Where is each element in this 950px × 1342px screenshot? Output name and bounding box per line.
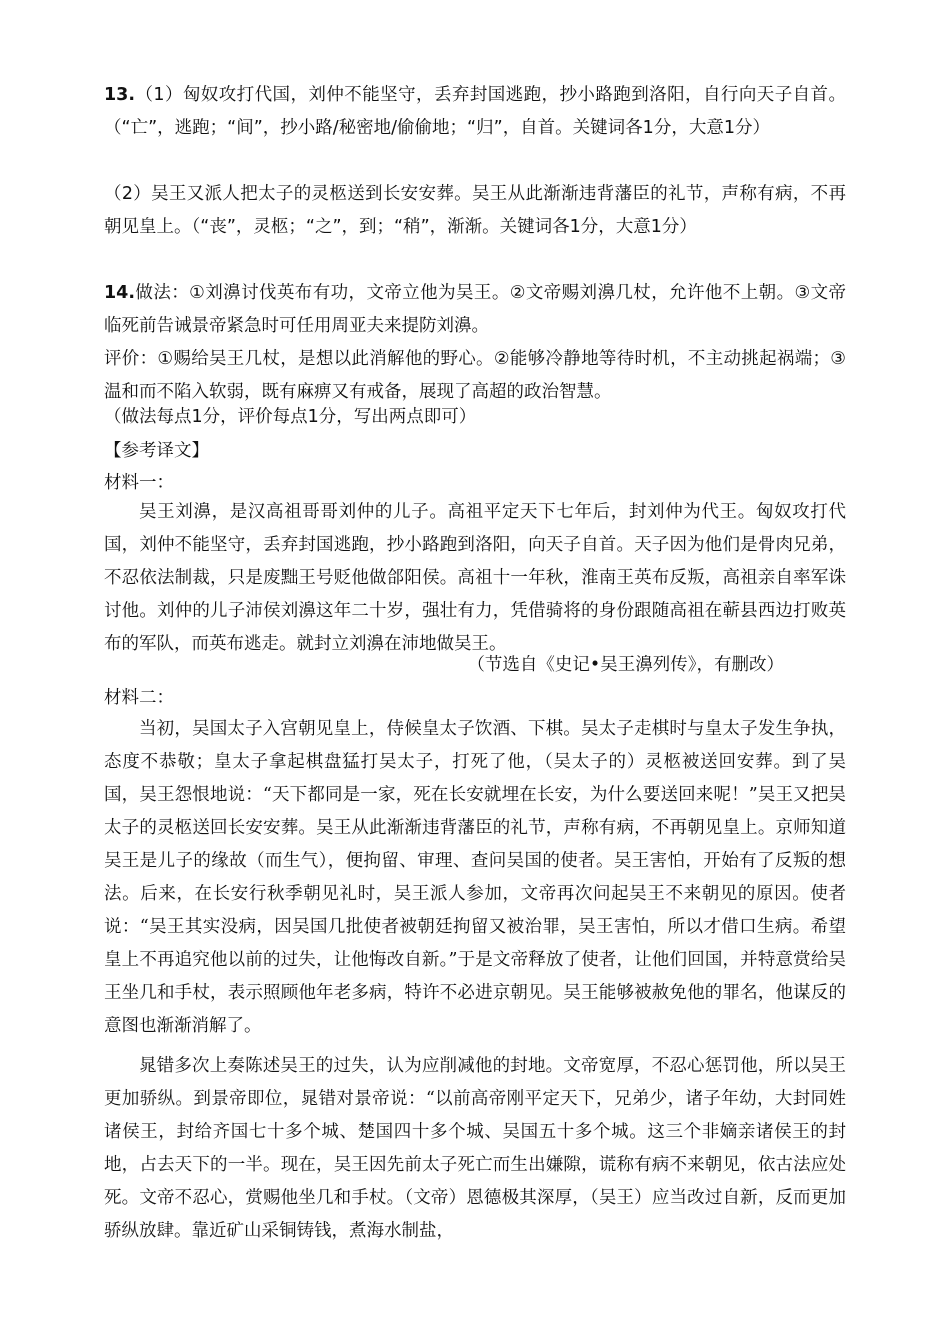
material1-text: 吴王刘濞，是汉高祖哥哥刘仲的儿子。高祖平定天下七年后，封刘仲为代王。匈奴攻打代国，刘仲不能坚守，丢弃封国逃跑，抄小路跑到洛阳，向天子自首。天子因为他们是骨肉兄弟，不忍依法制裁，只是废黜王号贬他做郃阳侯。高祖十一年秋，淮南王英布反叛，高祖亲自率军诛讨他。刘仲的儿子沛侯刘濞这年二十岁，强壮有力，凭借骑将的身份跟随高祖在蕲县西边打败英布的军队，而英布逃走。就封立刘濞在沛地做吴王。 bbox=[104, 502, 846, 654]
q14-method-text: 做法：①刘濞讨伐英布有功，文帝立他为吴王。②文帝赐刘濞几杖，允许他不上朝。③文帝临死前告诫景帝紧急时可任用周亚夫来提防刘濞。 bbox=[104, 283, 846, 336]
q13-part2: （2）吴王又派人把太子的灵柩送到长安安葬。吴王从此渐渐违背藩臣的礼节，声称有病，不再朝见皇上。（“丧”，灵柩；“之”，到；“稍”，渐渐。关键词各1分，大意1分） bbox=[104, 184, 846, 237]
material2-paragraph-2: 晁错多次上奏陈述吴王的过失，认为应削减他的封地。文帝宽厚，不忍心惩罚他，所以吴王更加骄纵。到景帝即位，晁错对景帝说：“以前高帝刚平定天下，兄弟少，诸子年幼，大封同姓诸侯王，封给齐国七十多个城、楚国四十多个城、吴国五十多个城。这三个非嫡亲诸侯王的封地，占去天下的一半。现在，吴王因先前太子死亡而生出嫌隙，谎称有病不来朝见，依古法应处死。文帝不忍心，赏赐他坐几和手杖。（文帝）恩德极其深厚，（吴王）应当改过自新，反而更加骄纵放肆。靠近矿山采铜铸钱，煮海水制盐， bbox=[104, 1056, 846, 1241]
translation-heading: 【参考译文】 bbox=[104, 441, 209, 461]
material1-source: （节选自《史记•吴王濞列传》，有删改） bbox=[467, 655, 784, 675]
material2-paragraph-1: 当初，吴国太子入宫朝见皇上，侍候皇太子饮酒、下棋。吴太子走棋时与皇太子发生争执，态度不恭敬；皇太子拿起棋盘猛打吴太子，打死了他，（吴太子的）灵柩被送回安葬。到了吴国，吴王怨恨地说：“天下都同是一家，死在长安就埋在长安，为什么要送回来呢！”吴王又把吴太子的灵柩送回长安安葬。吴王从此渐渐违背藩臣的礼节，声称有病，不再朝见皇上。京师知道吴王是儿子的缘故（而生气），便拘留、审理、查问吴国的使者。吴王害怕，开始有了反叛的想法。后来，在长安行秋季朝见礼时，吴王派人参加，文帝再次问起吴王不来朝见的原因。使者说：“吴王其实没病，因吴国几批使者被朝廷拘留又被治罪，吴王害怕，所以才借口生病。希望皇上不再追究他以前的过失，让他悔改自新。”于是文帝释放了使者，让他们回国，并特意赏给吴王坐几和手杖，表示照顾他年老多病，特许不必进京朝见。吴王能够被赦免他的罪名，他谋反的意图也渐渐消解了。 bbox=[104, 719, 846, 1036]
q13-part1 bbox=[104, 79, 846, 145]
material1-label: 材料一： bbox=[104, 473, 174, 493]
q13-part1-text: （1）匈奴攻打代国，刘仲不能坚守，丢弃封国逃跑，抄小路跑到洛阳，自行向天子自首。（“亡”，逃跑；“间”，抄小路/秘密地/偷偷地；“归”，自首。关键词各1分，大意1分） bbox=[104, 85, 846, 138]
q14-number: 14. bbox=[104, 283, 136, 303]
material2-label: 材料二： bbox=[104, 688, 174, 708]
q14-method bbox=[104, 277, 846, 343]
q14-scoring: （做法每点1分，评价每点1分，写出两点即可） bbox=[104, 407, 477, 427]
q14-evaluation: 评价：①赐给吴王几杖，是想以此消解他的野心。②能够冷静地等待时机，不主动挑起祸端；③温和而不陷入软弱，既有麻痹又有戒备，展现了高超的政治智慧。 bbox=[104, 349, 846, 402]
q13-number: 13. bbox=[104, 85, 136, 105]
